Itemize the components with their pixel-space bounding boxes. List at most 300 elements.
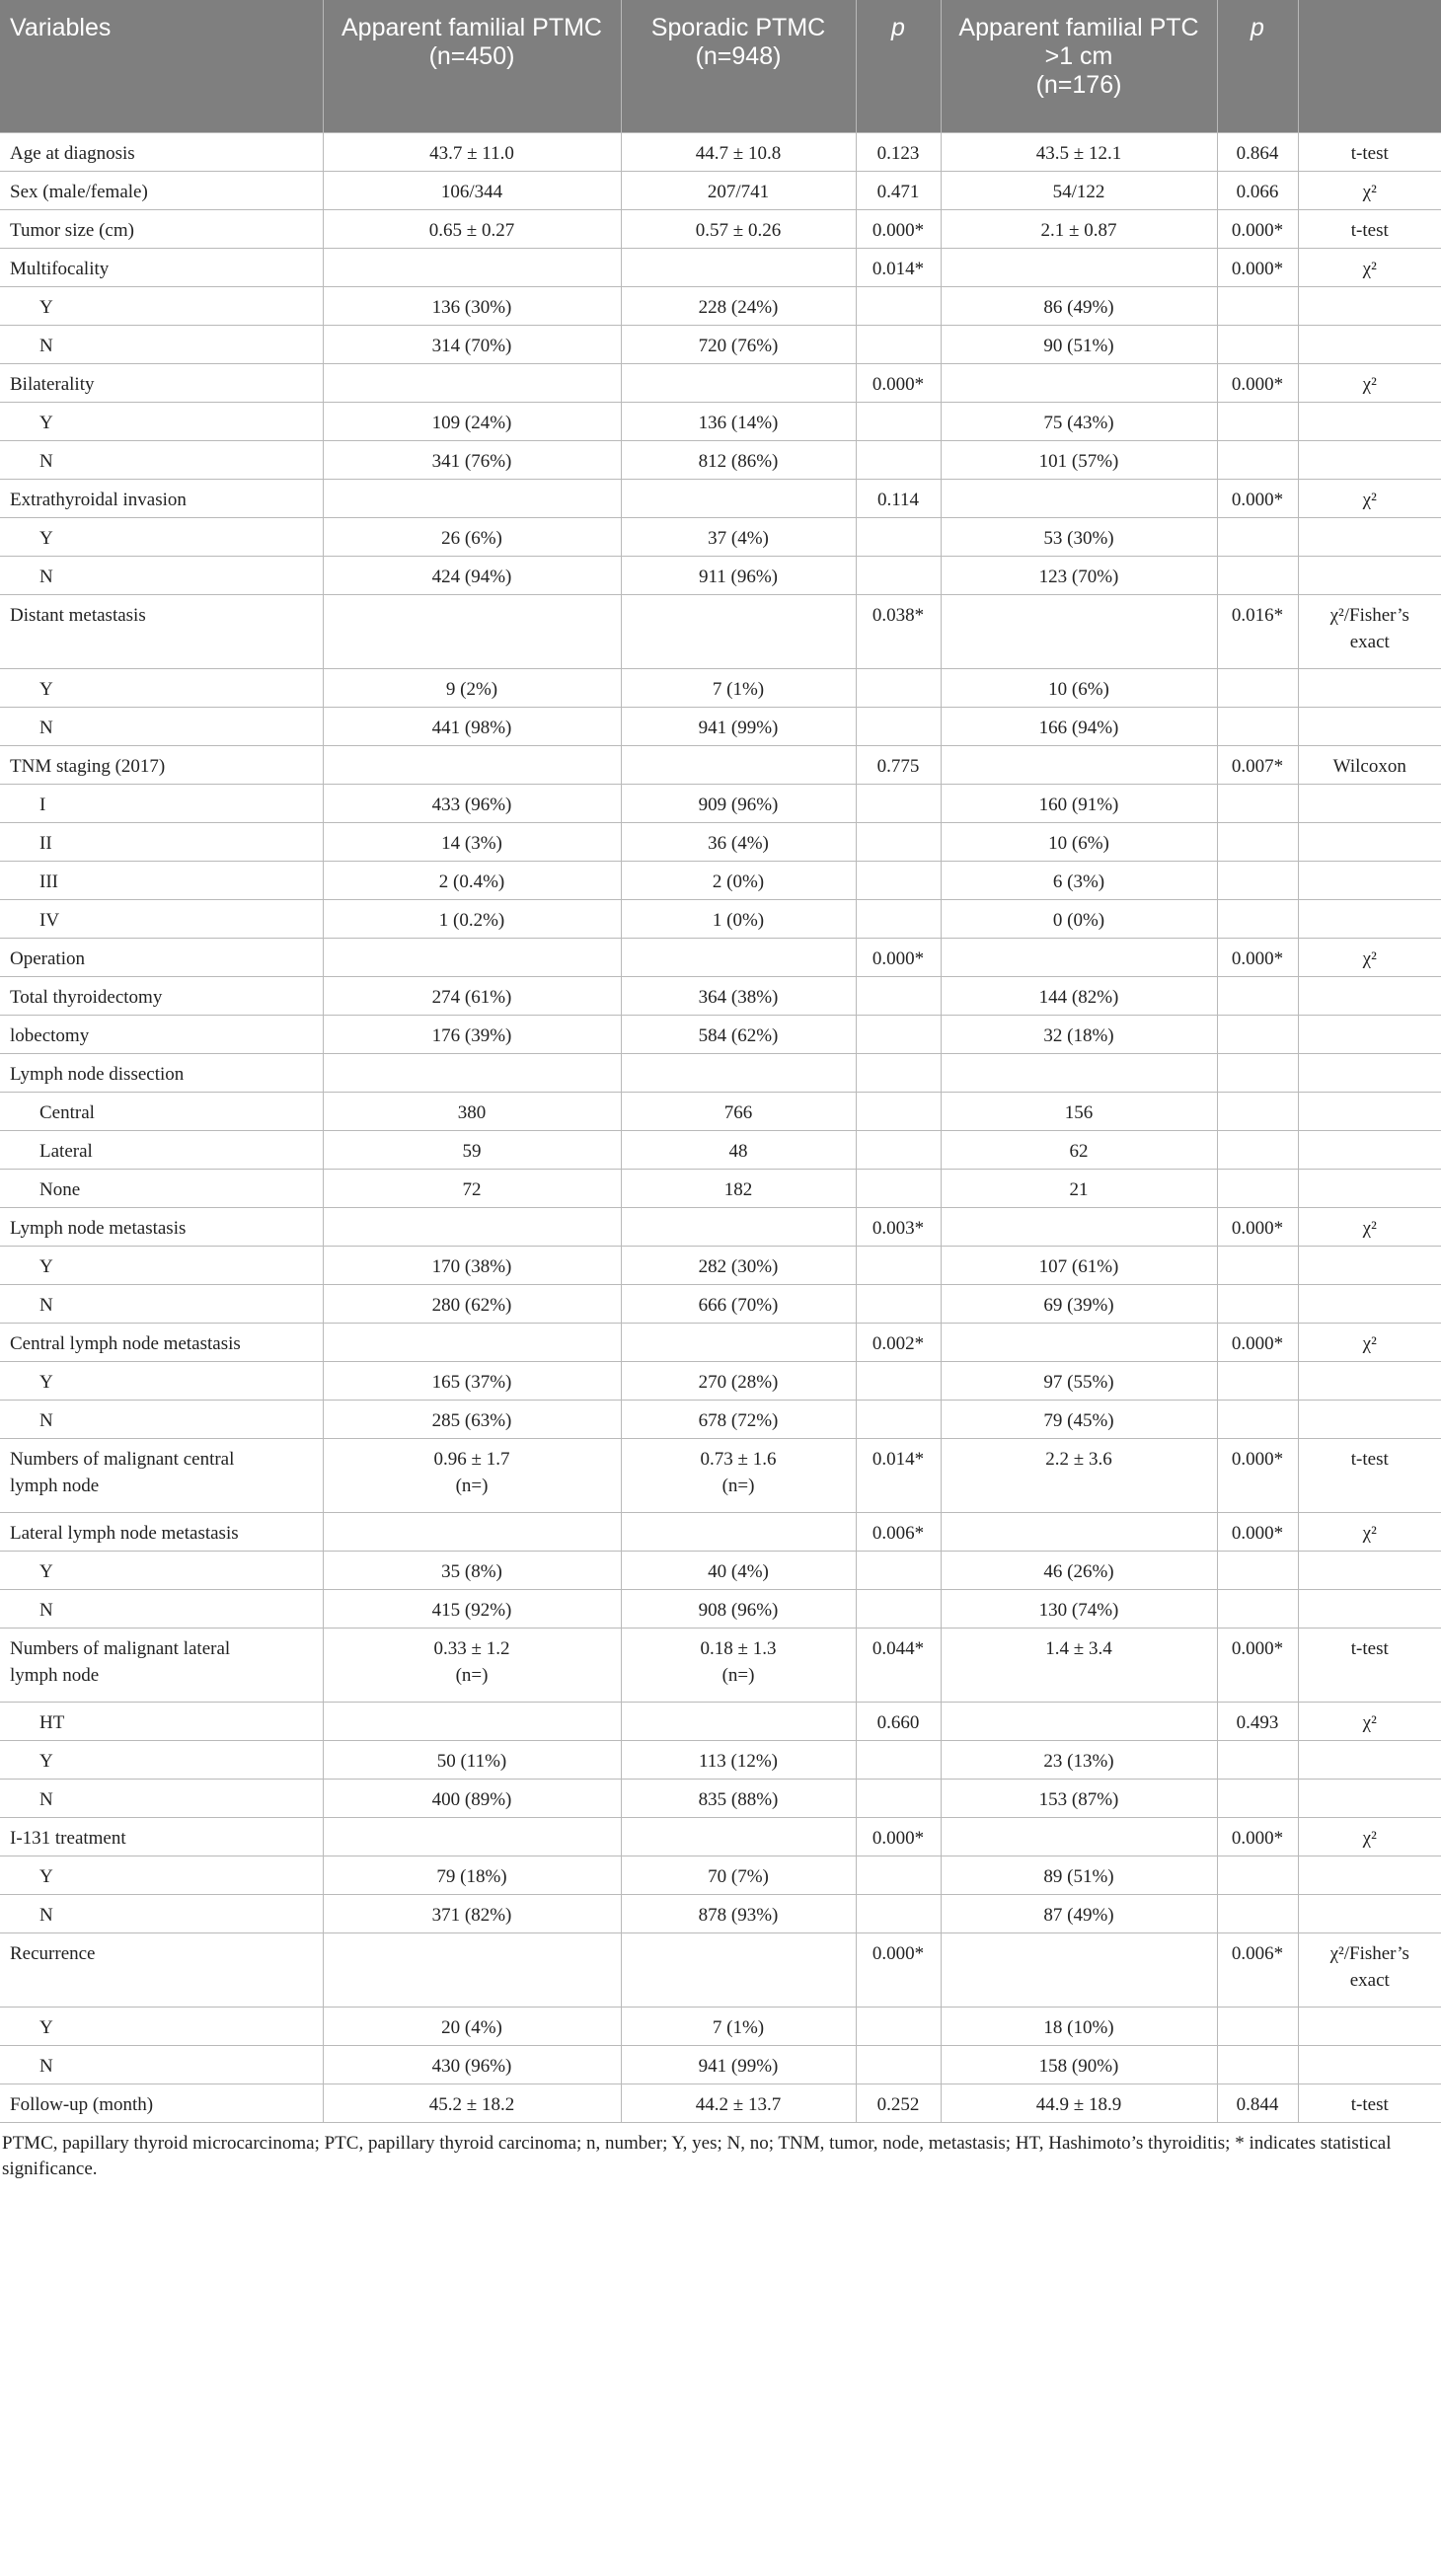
cell-p-value-1 <box>856 249 941 287</box>
cell-test <box>1298 403 1441 441</box>
cell-p-value-1 <box>856 441 941 480</box>
cell-p-value-2 <box>1217 1247 1298 1285</box>
cell-p-value-1 <box>856 1741 941 1780</box>
cell-line: 0.471 <box>876 182 920 202</box>
cell-line: 43.7 ± 11.0 <box>429 143 514 164</box>
cell-sporadic-ptmc <box>621 2084 856 2123</box>
cell-line: 48 <box>728 1141 748 1162</box>
cell-sporadic-ptmc <box>621 2008 856 2046</box>
cell-variable <box>0 2084 323 2123</box>
cell-line: Y <box>39 679 53 700</box>
cell-line: lobectomy <box>10 1025 90 1046</box>
header-familial-ptmc <box>323 0 621 133</box>
cell-test <box>1298 823 1441 862</box>
cell-familial-ptmc <box>323 1093 621 1131</box>
cell-p-value-1 <box>856 1362 941 1401</box>
cell-sporadic-ptmc <box>621 1401 856 1439</box>
cell-line: 136 (30%) <box>431 297 512 318</box>
table-row <box>0 1818 1441 1856</box>
cell-line: 32 (18%) <box>1043 1025 1114 1046</box>
cell-line: Y <box>39 413 53 433</box>
cell-variable <box>0 1895 323 1933</box>
cell-familial-ptc <box>941 1439 1217 1513</box>
cell-line: Total thyroidectomy <box>10 987 163 1008</box>
cell-variable <box>0 2046 323 2084</box>
cell-p-value-1 <box>856 210 941 249</box>
cell-test <box>1298 1439 1441 1513</box>
cell-variable <box>0 1629 323 1703</box>
cell-line: Y <box>39 1372 53 1393</box>
cell-familial-ptc <box>941 785 1217 823</box>
cell-p-value-1 <box>856 1590 941 1629</box>
cell-line: 123 (70%) <box>1038 567 1119 587</box>
cell-line: 0.96 ± 1.7 <box>433 1449 510 1470</box>
cell-p-value-2 <box>1217 1324 1298 1362</box>
cell-line: 50 (11%) <box>436 1751 507 1772</box>
cell-familial-ptmc <box>323 1054 621 1093</box>
cell-p-value-1 <box>856 1818 941 1856</box>
table-row <box>0 1741 1441 1780</box>
cell-test <box>1298 1285 1441 1324</box>
cell-test <box>1298 1324 1441 1362</box>
cell-familial-ptc <box>941 1016 1217 1054</box>
cell-p-value-2 <box>1217 1780 1298 1818</box>
cell-line: 0.000* <box>872 374 925 395</box>
cell-familial-ptmc <box>323 1895 621 1933</box>
cell-line: 44.9 ± 18.9 <box>1035 2094 1122 2115</box>
cell-sporadic-ptmc <box>621 133 856 172</box>
cell-familial-ptc <box>941 1285 1217 1324</box>
cell-familial-ptc <box>941 1208 1217 1247</box>
cell-p-value-2 <box>1217 1703 1298 1741</box>
cell-line: 26 (6%) <box>441 528 502 549</box>
table-row <box>0 326 1441 364</box>
table-row <box>0 900 1441 939</box>
cell-familial-ptmc <box>323 1247 621 1285</box>
cell-line: III <box>39 871 58 892</box>
cell-test <box>1298 1513 1441 1552</box>
cell-line: 424 (94%) <box>431 567 512 587</box>
cell-line: 835 (88%) <box>698 1789 779 1810</box>
cell-familial-ptc <box>941 557 1217 595</box>
cell-line: 0 (0%) <box>1052 910 1105 931</box>
cell-line: 86 (49%) <box>1043 297 1114 318</box>
cell-line: 0.18 ± 1.3 <box>700 1638 777 1659</box>
cell-line: 0.000* <box>872 948 925 969</box>
cell-familial-ptc <box>941 249 1217 287</box>
cell-familial-ptc <box>941 1362 1217 1401</box>
cell-p-value-2 <box>1217 1285 1298 1324</box>
cell-line: 0.007* <box>1231 756 1284 777</box>
cell-line: 113 (12%) <box>698 1751 779 1772</box>
cell-line: 43.5 ± 12.1 <box>1035 143 1122 164</box>
cell-variable <box>0 1856 323 1895</box>
cell-line: 0.65 ± 0.27 <box>428 220 515 241</box>
cell-familial-ptmc <box>323 708 621 746</box>
cell-familial-ptc <box>941 1170 1217 1208</box>
cell-familial-ptc <box>941 595 1217 669</box>
table-row <box>0 249 1441 287</box>
table-row <box>0 518 1441 557</box>
cell-variable <box>0 785 323 823</box>
cell-p-value-1 <box>856 1054 941 1093</box>
cell-variable <box>0 900 323 939</box>
cell-line: 0.016* <box>1231 605 1284 626</box>
cell-line: 109 (24%) <box>431 413 512 433</box>
cell-line: 0.000* <box>872 1943 925 1964</box>
cell-line: 0.066 <box>1236 182 1279 202</box>
cell-variable <box>0 1170 323 1208</box>
cell-line: Recurrence <box>10 1943 96 1964</box>
cell-p-value-2 <box>1217 2046 1298 2084</box>
header-row <box>0 0 1441 133</box>
cell-line: 69 (39%) <box>1043 1295 1114 1316</box>
cell-line: 0.006* <box>1231 1943 1284 1964</box>
cell-line: exact <box>1349 632 1390 652</box>
cell-line: 10 (6%) <box>1048 833 1109 854</box>
cell-line: lymph node <box>10 1476 100 1496</box>
cell-familial-ptc <box>941 1590 1217 1629</box>
table-row <box>0 287 1441 326</box>
cell-test <box>1298 1208 1441 1247</box>
cell-line: 153 (87%) <box>1038 1789 1119 1810</box>
cell-line: 584 (62%) <box>698 1025 779 1046</box>
cell-p-value-1 <box>856 2008 941 2046</box>
cell-p-value-2 <box>1217 1093 1298 1131</box>
cell-line: 0.044* <box>872 1638 925 1659</box>
cell-sporadic-ptmc <box>621 823 856 862</box>
cell-line: 2 (0.4%) <box>438 871 505 892</box>
cell-variable <box>0 1401 323 1439</box>
cell-familial-ptc <box>941 2084 1217 2123</box>
cell-variable <box>0 1324 323 1362</box>
cell-sporadic-ptmc <box>621 172 856 210</box>
cell-line: Extrathyroidal invasion <box>10 490 187 510</box>
cell-variable <box>0 1054 323 1093</box>
cell-line: 18 (10%) <box>1043 2017 1114 2038</box>
cell-p-value-1 <box>856 2046 941 2084</box>
cell-line: N <box>39 567 53 587</box>
cell-test <box>1298 900 1441 939</box>
table-row <box>0 1703 1441 1741</box>
cell-line: 7 (1%) <box>712 2017 765 2038</box>
cell-line: 0.123 <box>876 143 920 164</box>
cell-p-value-1 <box>856 1093 941 1131</box>
cell-test <box>1298 1780 1441 1818</box>
header-line: (n=948) <box>695 42 782 70</box>
cell-p-value-1 <box>856 2084 941 2123</box>
cell-familial-ptmc <box>323 210 621 249</box>
cell-line: 37 (4%) <box>708 528 769 549</box>
cell-p-value-2 <box>1217 1895 1298 1933</box>
cell-line: χ² <box>1362 948 1377 969</box>
cell-line: lymph node <box>10 1665 100 1686</box>
cell-p-value-1 <box>856 133 941 172</box>
cell-line: 0.493 <box>1236 1712 1279 1733</box>
cell-familial-ptmc <box>323 557 621 595</box>
header-sporadic-ptmc <box>621 0 856 133</box>
cell-test <box>1298 210 1441 249</box>
cell-line: 0.73 ± 1.6 <box>700 1449 777 1470</box>
cell-p-value-2 <box>1217 364 1298 403</box>
cell-line: 415 (92%) <box>431 1600 512 1621</box>
table-row <box>0 364 1441 403</box>
cell-familial-ptc <box>941 900 1217 939</box>
cell-p-value-2 <box>1217 939 1298 977</box>
cell-p-value-1 <box>856 1247 941 1285</box>
cell-p-value-1 <box>856 518 941 557</box>
cell-variable <box>0 862 323 900</box>
cell-line: 371 (82%) <box>431 1905 512 1926</box>
cell-line: Distant metastasis <box>10 605 146 626</box>
cell-line: exact <box>1349 1970 1390 1991</box>
cell-line: 106/344 <box>440 182 503 202</box>
cell-line: 107 (61%) <box>1038 1256 1119 1277</box>
cell-test <box>1298 1741 1441 1780</box>
cell-familial-ptc <box>941 1933 1217 2008</box>
cell-line: 45.2 ± 18.2 <box>428 2094 515 2115</box>
cell-line: χ² <box>1362 1333 1377 1354</box>
cell-line: (n=) <box>721 1476 755 1496</box>
cell-familial-ptc <box>941 708 1217 746</box>
cell-line: 1.4 ± 3.4 <box>1045 1638 1112 1659</box>
cell-familial-ptmc <box>323 2008 621 2046</box>
cell-p-value-1 <box>856 823 941 862</box>
cell-line: 0.114 <box>876 490 920 510</box>
cell-line: N <box>39 1905 53 1926</box>
cell-p-value-2 <box>1217 746 1298 785</box>
cell-line: 144 (82%) <box>1038 987 1119 1008</box>
cell-variable <box>0 1362 323 1401</box>
cell-sporadic-ptmc <box>621 1054 856 1093</box>
cell-line: 40 (4%) <box>708 1561 769 1582</box>
cell-line: 0.000* <box>1231 1449 1284 1470</box>
cell-familial-ptmc <box>323 1285 621 1324</box>
cell-familial-ptc <box>941 939 1217 977</box>
cell-test <box>1298 518 1441 557</box>
cell-test <box>1298 1933 1441 2008</box>
cell-variable <box>0 1513 323 1552</box>
cell-line: Y <box>39 1561 53 1582</box>
cell-familial-ptmc <box>323 1818 621 1856</box>
cell-line: N <box>39 718 53 738</box>
cell-test <box>1298 595 1441 669</box>
cell-familial-ptmc <box>323 1933 621 2008</box>
cell-p-value-2 <box>1217 1629 1298 1703</box>
cell-line: 207/741 <box>707 182 770 202</box>
cell-familial-ptc <box>941 1324 1217 1362</box>
cell-test <box>1298 1590 1441 1629</box>
cell-test <box>1298 1170 1441 1208</box>
table-row <box>0 1054 1441 1093</box>
cell-sporadic-ptmc <box>621 210 856 249</box>
cell-line: Lymph node dissection <box>10 1064 185 1085</box>
cell-sporadic-ptmc <box>621 900 856 939</box>
cell-familial-ptc <box>941 1741 1217 1780</box>
cell-line: 44.7 ± 10.8 <box>695 143 782 164</box>
cell-test <box>1298 364 1441 403</box>
cell-p-value-1 <box>856 1513 941 1552</box>
cell-sporadic-ptmc <box>621 1285 856 1324</box>
cell-test <box>1298 1054 1441 1093</box>
cell-p-value-2 <box>1217 595 1298 669</box>
cell-p-value-1 <box>856 364 941 403</box>
cell-familial-ptc <box>941 326 1217 364</box>
cell-line: 400 (89%) <box>431 1789 512 1810</box>
cell-line: 909 (96%) <box>698 795 779 815</box>
cell-test <box>1298 669 1441 708</box>
cell-p-value-2 <box>1217 480 1298 518</box>
table-row <box>0 1324 1441 1362</box>
cell-familial-ptmc <box>323 1324 621 1362</box>
cell-variable <box>0 1741 323 1780</box>
cell-familial-ptmc <box>323 1629 621 1703</box>
cell-familial-ptmc <box>323 746 621 785</box>
cell-variable <box>0 210 323 249</box>
cell-sporadic-ptmc <box>621 1247 856 1285</box>
cell-test <box>1298 1247 1441 1285</box>
cell-line: 87 (49%) <box>1043 1905 1114 1926</box>
table-row <box>0 708 1441 746</box>
cell-p-value-1 <box>856 1629 941 1703</box>
cell-sporadic-ptmc <box>621 708 856 746</box>
cell-variable <box>0 1703 323 1741</box>
cell-line: 130 (74%) <box>1038 1600 1119 1621</box>
cell-line: 0.003* <box>872 1218 925 1239</box>
cell-sporadic-ptmc <box>621 326 856 364</box>
header-line: (n=450) <box>428 42 515 70</box>
cell-test <box>1298 326 1441 364</box>
cell-variable <box>0 133 323 172</box>
cell-line: N <box>39 1789 53 1810</box>
cell-line: Numbers of malignant central <box>10 1449 235 1470</box>
cell-sporadic-ptmc <box>621 518 856 557</box>
cell-line: χ² <box>1362 1712 1377 1733</box>
cell-line: Age at diagnosis <box>10 143 135 164</box>
cell-line: 280 (62%) <box>431 1295 512 1316</box>
cell-test <box>1298 1856 1441 1895</box>
cell-p-value-1 <box>856 669 941 708</box>
cell-familial-ptc <box>941 364 1217 403</box>
table-row <box>0 939 1441 977</box>
cell-p-value-2 <box>1217 785 1298 823</box>
cell-p-value-1 <box>856 1856 941 1895</box>
cell-line: t-test <box>1350 143 1389 164</box>
cell-test <box>1298 785 1441 823</box>
cell-test <box>1298 1362 1441 1401</box>
cell-line: Y <box>39 1866 53 1887</box>
cell-line: 0.000* <box>1231 259 1284 279</box>
cell-line: 182 <box>723 1179 753 1200</box>
cell-line: Y <box>39 1751 53 1772</box>
cell-sporadic-ptmc <box>621 669 856 708</box>
cell-sporadic-ptmc <box>621 1016 856 1054</box>
cell-test <box>1298 249 1441 287</box>
cell-variable <box>0 823 323 862</box>
cell-line: Y <box>39 528 53 549</box>
cell-p-value-1 <box>856 1324 941 1362</box>
cell-p-value-1 <box>856 977 941 1016</box>
cell-sporadic-ptmc <box>621 1362 856 1401</box>
table-row <box>0 1856 1441 1895</box>
cell-p-value-1 <box>856 1933 941 2008</box>
table-row <box>0 669 1441 708</box>
table-row <box>0 1513 1441 1552</box>
cell-test <box>1298 2008 1441 2046</box>
cell-sporadic-ptmc <box>621 480 856 518</box>
cell-sporadic-ptmc <box>621 1741 856 1780</box>
cell-familial-ptmc <box>323 1439 621 1513</box>
cell-line: 53 (30%) <box>1043 528 1114 549</box>
cell-familial-ptc <box>941 1513 1217 1552</box>
cell-familial-ptc <box>941 1629 1217 1703</box>
cell-familial-ptc <box>941 1131 1217 1170</box>
cell-variable <box>0 1247 323 1285</box>
cell-familial-ptc <box>941 480 1217 518</box>
cell-line: 0.252 <box>876 2094 920 2115</box>
cell-familial-ptmc <box>323 1016 621 1054</box>
cell-line: 14 (3%) <box>441 833 502 854</box>
cell-line: Numbers of malignant lateral <box>10 1638 231 1659</box>
cell-p-value-1 <box>856 1552 941 1590</box>
table-row <box>0 1780 1441 1818</box>
cell-line: 0.000* <box>872 1828 925 1849</box>
cell-p-value-2 <box>1217 1016 1298 1054</box>
cell-test <box>1298 1818 1441 1856</box>
cell-p-value-2 <box>1217 1818 1298 1856</box>
table-row <box>0 1208 1441 1247</box>
cell-familial-ptmc <box>323 1131 621 1170</box>
table-row <box>0 2046 1441 2084</box>
cell-familial-ptmc <box>323 1362 621 1401</box>
cell-variable <box>0 2008 323 2046</box>
cell-line: 274 (61%) <box>431 987 512 1008</box>
cell-line: 1 (0%) <box>712 910 765 931</box>
cell-line: (n=) <box>455 1665 489 1686</box>
cell-p-value-2 <box>1217 669 1298 708</box>
cell-sporadic-ptmc <box>621 1895 856 1933</box>
cell-sporadic-ptmc <box>621 1170 856 1208</box>
table-row <box>0 1093 1441 1131</box>
cell-familial-ptmc <box>323 1780 621 1818</box>
cell-line: 44.2 ± 13.7 <box>695 2094 782 2115</box>
cell-line: 0.000* <box>1231 1333 1284 1354</box>
table-row <box>0 746 1441 785</box>
cell-line: χ² <box>1362 1523 1377 1544</box>
cell-line: 21 <box>1069 1179 1089 1200</box>
cell-line: 812 (86%) <box>698 451 779 472</box>
cell-line: Y <box>39 2017 53 2038</box>
cell-line: Y <box>39 1256 53 1277</box>
table-row <box>0 1895 1441 1933</box>
cell-familial-ptmc <box>323 518 621 557</box>
cell-line: 6 (3%) <box>1052 871 1105 892</box>
cell-p-value-1 <box>856 1285 941 1324</box>
cell-variable <box>0 746 323 785</box>
cell-familial-ptc <box>941 1780 1217 1818</box>
table-row <box>0 1170 1441 1208</box>
cell-test <box>1298 287 1441 326</box>
cell-p-value-2 <box>1217 403 1298 441</box>
table-row <box>0 557 1441 595</box>
cell-test <box>1298 2084 1441 2123</box>
cell-line: 0.014* <box>872 1449 925 1470</box>
table-row <box>0 823 1441 862</box>
cell-p-value-2 <box>1217 1054 1298 1093</box>
cell-familial-ptmc <box>323 2084 621 2123</box>
cell-variable <box>0 557 323 595</box>
table-row <box>0 1439 1441 1513</box>
